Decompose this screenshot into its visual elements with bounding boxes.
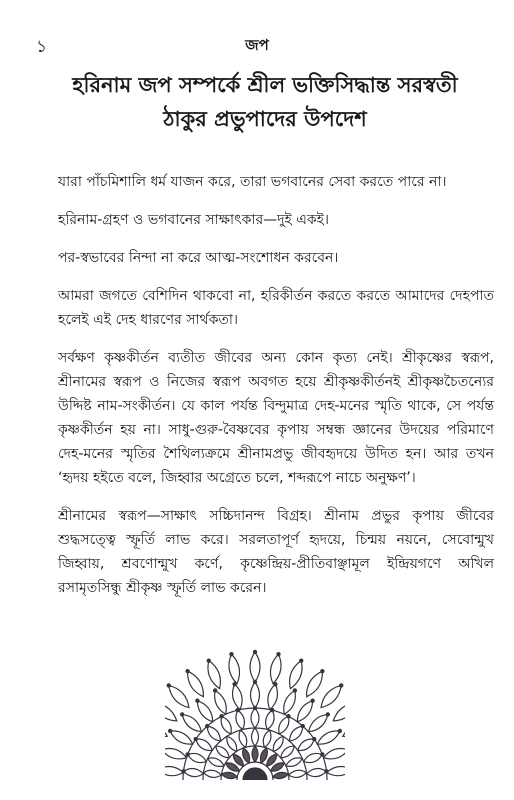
page-number: ১: [36, 37, 48, 57]
paragraph-6: শ্রীনামের স্বরূপ—সাক্ষাৎ সচ্চিদানন্দ বিগ্রহ। শ্রীনাম প্রভুর কৃপায় জীবের শুদ্ধসত্ত্বে স্ফূর্তি লাভ করে। সরলতাপূর্ণ হৃদয়ে, চিন্ময় নয়নে, সেবোন্মুখ জিহ্বায়, শ্রবণোন্মুখ কর্ণে, কৃষ্ণেন্দ্রিয়-প্রীতিবাঞ্ছামূল ইন্দ্রিয়গণে অখিল রসামৃতসিন্ধু শ্রীকৃষ্ণ স্ফূর্তি লাভ করেন।: [58, 508, 494, 596]
paragraph-2: হরিনাম-গ্রহণ ও ভগবানের সাক্ষাৎকার—দুই একই।: [58, 212, 329, 228]
paragraph-3: পর-স্বভাবের নিন্দা না করে আত্ম-সংশোধন করবেন।: [58, 250, 339, 266]
paragraph-4: আমরা জগতে বেশিদিন থাকবো না, হরিকীর্তন করতে করতে আমাদের দেহপাত হলেই এই দেহ ধারণের সার্থকতা।: [58, 288, 494, 328]
paragraph-1: যারা পাঁচমিশালি ধর্ম যাজন করে, তারা ভগবানের সেবা করতে পারে না।: [58, 174, 447, 190]
title-line-1: হরিনাম জপ সম্পর্কে শ্রীল ভক্তিসিদ্ধান্ত সরস্বতী: [72, 73, 458, 97]
page-title: [40, 68, 490, 136]
body-text: [58, 170, 494, 614]
running-title: জপ: [245, 36, 269, 54]
paragraph-5: সর্বক্ষণ কৃষ্ণকীর্তন ব্যতীত জীবের অন্য কোন কৃত্য নেই। শ্রীকৃষ্ণের স্বরূপ, শ্রীনামের স্বরূপ ও নিজের স্বরূপ অবগত হয়ে শ্রীকৃষ্ণকীর্তনই শ্রীকৃষ্ণচৈতন্যের উদ্দিষ্ট নাম-সংকীর্তন। যে কাল পর্যন্ত বিন্দুমাত্র দেহ-মনের স্মৃতি থাকে, সে পর্যন্ত কৃষ্ণকীর্তন হয় না। সাধু-গুরু-বৈষ্ণবের কৃপায় সম্বন্ধ জ্ঞানের উদয়ের পরিমাণে দেহ-মনের স্মৃতির শৈথিল্যক্রমে শ্রীনামপ্রভু জীবহৃদয়ে উদিত হন। আর তখন ‘হৃদয় হইতে বলে, জিহ্বার অগ্রেতে চলে, শব্দরূপে নাচে অনুক্ষণ’।: [58, 350, 494, 486]
mandala-ornament-icon: [165, 630, 345, 780]
title-line-2: ঠাকুর প্রভুপাদের উপদেশ: [163, 107, 367, 131]
